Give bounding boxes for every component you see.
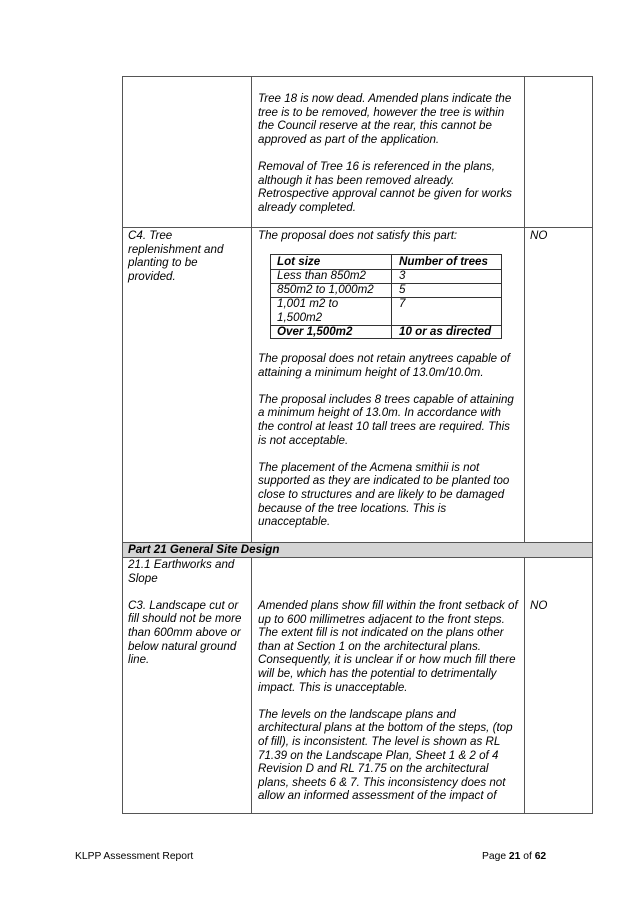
row3-paragraph: The levels on the landscape plans and architectural plans at the bottom of the steps, (top of fill), is inconsistent. The level is shown as RL 71.39 on the Landscape Plan, Sheet 1 & 2 of 4 Revision D and RL 71.75 on the architectural plans, sheets 6 & 7. This inconsistency does not allow an informed assessment of the impact of: [258, 707, 513, 803]
row3-assessment: [258, 599, 520, 803]
lot-table-cell: 850m2 to 1,000m2: [277, 283, 374, 296]
column-divider: [524, 77, 525, 813]
lot-size-table: [270, 254, 502, 339]
page-mid: of: [520, 851, 535, 862]
row1-paragraph: Tree 18 is now dead. Amended plans indicate the tree is to be removed, however the tree is within the Council reserve at the rear, this cannot be approved as part of the application.: [258, 92, 512, 146]
row-divider: [123, 227, 592, 228]
row2-assessment: [258, 352, 520, 529]
page-total: 62: [534, 851, 547, 862]
footer-page-number: [482, 851, 546, 862]
row3-criterion-text: C3. Landscape cut or fill should not be more than 600mm above or below natural ground line.: [128, 598, 242, 667]
column-divider: [251, 77, 252, 813]
lot-table-cell: 1,001 m2 to 1,500m2: [277, 297, 339, 324]
lot-table-cell: Over 1,500m2: [277, 325, 353, 338]
row1-assessment: [258, 92, 520, 214]
row3-compliance: NO: [530, 599, 548, 612]
row3-criterion-title: 21.1 Earthworks and Slope: [128, 558, 235, 585]
row-divider: [123, 542, 592, 543]
page-current: 21: [508, 851, 521, 862]
page-prefix: Page: [482, 851, 509, 862]
row3-criterion: [128, 558, 248, 667]
row2-paragraph: The proposal does not retain anytrees capable of attaining a minimum height of 13.0m/10.0m.: [258, 352, 511, 379]
row2-criterion: C4. Tree replenishment and planting to be provided.: [128, 229, 224, 283]
lot-table-cell: 5: [399, 283, 406, 296]
row1-paragraph: Removal of Tree 16 is referenced in the plans, although it has been removed already. Retrospective approval cannot be given for works already completed.: [258, 159, 512, 214]
row2-paragraph: The proposal includes 8 trees capable of attaining a minimum height of 13.0m. In accordance with the control at least 10 tall trees are required. This is not acceptable.: [258, 392, 514, 447]
lot-table-cell: 3: [399, 269, 406, 282]
lot-table-header-cell: Lot size: [277, 255, 321, 268]
section-heading: Part 21 General Site Design: [128, 543, 280, 556]
lot-table-header-cell: Number of trees: [399, 255, 488, 268]
row2-intro: The proposal does not satisfy this part:: [258, 229, 458, 242]
row2-compliance: NO: [530, 229, 548, 242]
assessment-table: [122, 76, 593, 814]
row2-paragraph: The placement of the Acmena smithii is not supported as they are indicated to be planted too close to structures and are likely to be damaged because of the tree locations. This is unacceptable.: [258, 460, 510, 529]
lot-table-cell: Less than 850m2: [277, 269, 366, 282]
lot-table-cell: 10 or as directed: [399, 325, 492, 338]
row3-paragraph: Amended plans show fill within the front setback of up to 600 millimetres adjacent to the front steps. The extent fill is not indicated on the plans other than at Section 1 on the architectural plans. Consequently, it is unclear if or how much fill there will be, which has the potential to detrimentally impact. This is unacceptable.: [258, 599, 518, 694]
lot-table-cell: 7: [399, 297, 406, 310]
footer-report-title: KLPP Assessment Report: [75, 851, 194, 862]
